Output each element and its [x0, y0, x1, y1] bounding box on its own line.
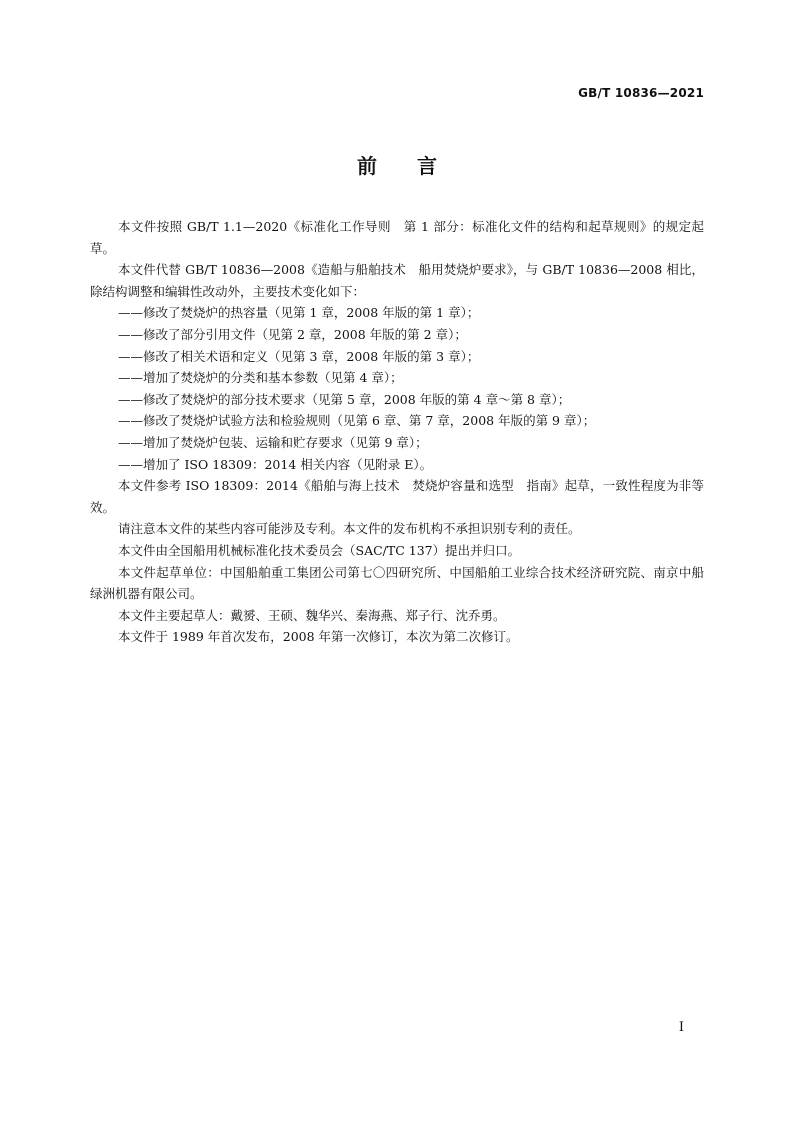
change-list-item: ——修改了焚烧炉的热容量（见第 1 章，2008 年版的第 1 章）；	[118, 305, 480, 321]
paragraph: 本文件主要起草人：戴赟、王硕、魏华兴、秦海燕、郑子行、沈乔勇。	[118, 607, 506, 623]
paragraph: 本文件由全国船用机械标准化技术委员会（SAC/TC 137）提出并归口。	[118, 542, 521, 558]
page-title: 前言	[357, 154, 477, 178]
standard-number: GB/T 10836—2021	[578, 86, 704, 100]
paragraph: 本文件代替 GB/T 10836—2008《造船与船舶技术 船用焚烧炉要求》，与 GB/T 10836—2008 相比，除结构调整和编辑性改动外，主要技术变化如下：	[90, 262, 704, 299]
change-list-item: ——修改了焚烧炉试验方法和检验规则（见第 6 章、第 7 章，2008 年版的第 9 章）；	[118, 413, 596, 429]
paragraph: 本文件起草单位：中国船舶重工集团公司第七〇四研究所、中国船舶工业综合技术经济研究院、南京中船绿洲机器有限公司。	[90, 564, 704, 602]
change-list-item: ——修改了焚烧炉的部分技术要求（见第 5 章，2008 年版的第 4 章～第 8 章）；	[118, 391, 571, 407]
change-list-item: ——增加了 ISO 18309：2014 相关内容（见附录 E）。	[118, 456, 433, 472]
change-list-item: ——增加了焚烧炉包装、运输和贮存要求（见第 9 章）；	[118, 434, 428, 450]
change-list-item: ——修改了相关术语和定义（见第 3 章，2008 年版的第 3 章）；	[118, 348, 480, 364]
paragraph: 请注意本文件的某些内容可能涉及专利。本文件的发布机构不承担识别专利的责任。	[118, 521, 581, 537]
paragraph: 本文件参考 ISO 18309：2014《船舶与海上技术 焚烧炉容量和选型 指南》起草，一致性程度为非等效。	[90, 478, 704, 515]
paragraph: 本文件于 1989 年首次发布，2008 年第一次修订，本次为第二次修订。	[118, 629, 519, 645]
page-number: I	[678, 1020, 684, 1035]
paragraph: 本文件按照 GB/T 1.1—2020《标准化工作导则 第 1 部分：标准化文件的结构和起草规则》的规定起草。	[90, 219, 704, 256]
document-body	[90, 216, 704, 648]
change-list-item: ——修改了部分引用文件（见第 2 章，2008 年版的第 2 章）；	[118, 326, 467, 342]
change-list-item: ——增加了焚烧炉的分类和基本参数（见第 4 章）；	[118, 370, 403, 386]
